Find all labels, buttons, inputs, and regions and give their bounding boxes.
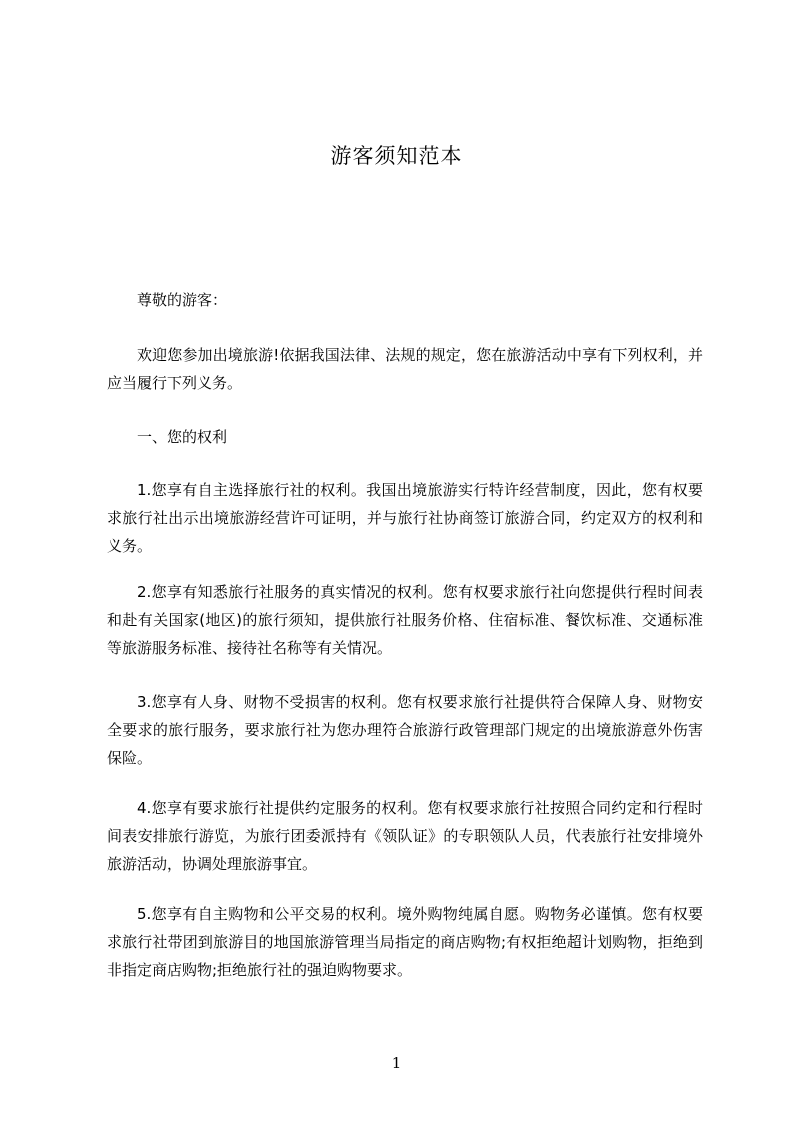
page-title: 游客须知范本 [330,144,463,168]
page-number: 1 [391,1054,402,1072]
rights-item-3: 3.您享有人身、财物不受损害的权利。您有权要求旅行社提供符合保障人身、财物安全要求的旅行服务，要求旅行社为您办理符合旅游行政管理部门规定的出境旅游意外伤害保险。 [107,693,703,767]
rights-item-5: 5.您享有自主购物和公平交易的权利。境外购物纯属自愿。购物务必谨慎。您有权要求旅行社带团到旅游目的地国旅游管理当局指定的商店购物;有权拒绝超计划购物，拒绝到非指定商店购物;拒绝旅行社的强迫购物要求。 [107,905,703,979]
rights-item-1: 1.您享有自主选择旅行社的权利。我国出境旅游实行特许经营制度，因此，您有权要求旅行社出示出境旅游经营许可证明，并与旅行社协商签订旅游合同，约定双方的权利和义务。 [107,481,703,555]
section-heading-rights: 一、您的权利 [137,428,228,446]
rights-item-2: 2.您享有知悉旅行社服务的真实情况的权利。您有权要求旅行社向您提供行程时间表和赴有关国家(地区)的旅行须知，提供旅行社服务价格、住宿标准、餐饮标准、交通标准等旅游服务标准、接待社名称等有关情况。 [107,583,703,657]
greeting: 尊敬的游客： [137,291,228,309]
intro-paragraph: 欢迎您参加出境旅游!依据我国法律、法规的规定，您在旅游活动中享有下列权利，并应当履行下列义务。 [107,346,703,392]
rights-item-4: 4.您享有要求旅行社提供约定服务的权利。您有权要求旅行社按照合同约定和行程时间表安排旅行游览，为旅行团委派持有《领队证》的专职领队人员，代表旅行社安排境外旅游活动，协调处理旅游事宜。 [107,799,703,873]
